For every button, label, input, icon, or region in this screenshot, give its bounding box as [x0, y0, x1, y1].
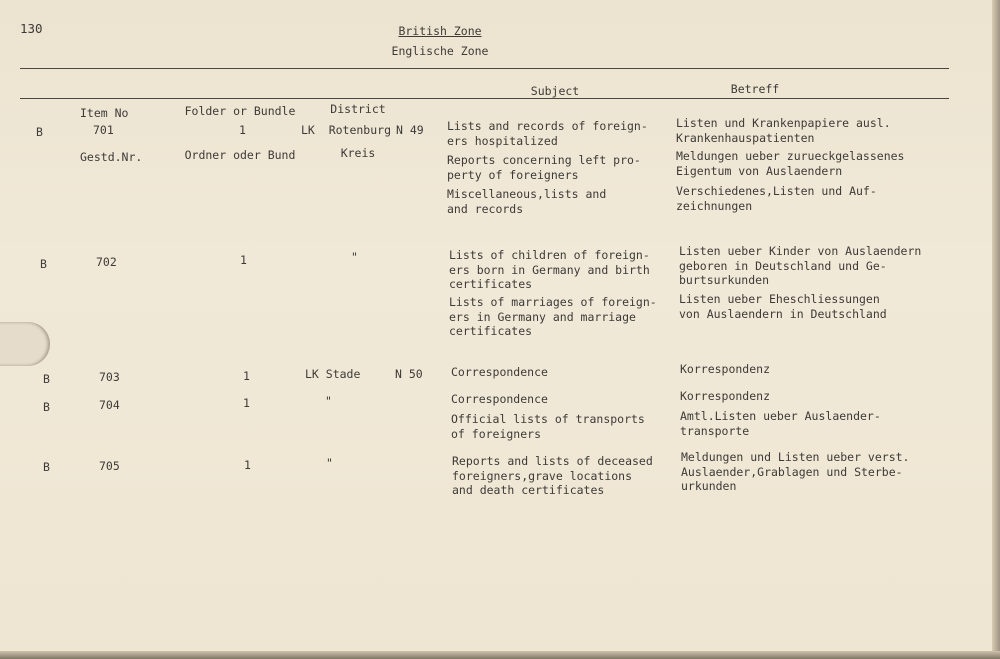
- row-705-subject-1: Reports and lists of deceased foreigners,grave locations and death certificates: [452, 454, 653, 497]
- row-702-item-no: 702: [96, 255, 117, 269]
- row-702-subject-1: Lists of children of foreign- ers born in Germany and birth certificates: [449, 248, 650, 291]
- column-header-district-line1: District: [330, 102, 386, 116]
- row-701-betreff-2: Meldungen ueber zurueckgelassenes Eigentum von Auslaendern: [676, 149, 905, 178]
- row-701-item-no: 701: [93, 123, 114, 137]
- row-704-series: B: [43, 400, 50, 414]
- row-701-betreff-1: Listen und Krankenpapiere ausl. Krankenhauspatienten: [676, 116, 891, 145]
- zone-title-german: Englische Zone: [391, 44, 489, 58]
- row-701-series: B: [36, 125, 43, 139]
- row-702-district: ": [351, 250, 358, 264]
- zone-title-english: British Zone: [398, 24, 482, 38]
- row-701-code: N 49: [396, 123, 424, 137]
- page-edge-bottom: [0, 651, 1000, 659]
- row-704-district: ": [325, 394, 332, 408]
- row-703-betreff-1: Korrespondenz: [680, 362, 771, 376]
- row-703-item-no: 703: [99, 370, 120, 384]
- row-701-folder: 1: [239, 123, 246, 137]
- page-edge-right: [992, 0, 1000, 659]
- column-header-folder-line1: Folder or Bundle: [184, 104, 296, 118]
- row-703-folder: 1: [243, 369, 250, 383]
- row-705-folder: 1: [244, 458, 251, 472]
- row-702-subject-2: Lists of marriages of foreign- ers in Germany and marriage certificates: [449, 295, 657, 338]
- row-703-code: N 50: [395, 367, 423, 381]
- column-header-betreff: Betreff: [730, 82, 780, 96]
- header-top-rule: [20, 68, 949, 69]
- row-702-betreff-2: Listen ueber Eheschliessungen von Auslaendern in Deutschland: [679, 292, 887, 321]
- row-704-betreff-1: Korrespondenz: [680, 389, 771, 403]
- row-703-district: LK Stade: [305, 367, 361, 381]
- row-704-folder: 1: [243, 396, 250, 410]
- row-701-betreff-3: Verschiedenes,Listen und Auf- zeichnungen: [676, 184, 877, 213]
- row-704-subject-2: Official lists of transports of foreigners: [451, 412, 645, 441]
- row-703-series: B: [43, 372, 50, 386]
- row-701-subject-2: Reports concerning left pro- perty of foreigners: [447, 153, 641, 182]
- row-705-district: ": [326, 456, 333, 470]
- row-701-district: LK Rotenburg: [301, 123, 392, 137]
- row-705-series: B: [43, 460, 50, 474]
- row-704-subject-1: Correspondence: [451, 392, 548, 406]
- column-header-subject: Subject: [530, 84, 580, 98]
- column-header-folder-line2: Ordner oder Bund: [184, 147, 296, 162]
- row-702-betreff-1: Listen ueber Kinder von Auslaendern geboren in Deutschland und Ge- burtsurkunden: [679, 244, 922, 287]
- page-number: 130: [20, 21, 43, 36]
- column-header-item-no-line1: Item No: [80, 106, 129, 120]
- row-705-item-no: 705: [99, 459, 120, 473]
- binder-punch-hole: [0, 322, 50, 366]
- row-704-betreff-2: Amtl.Listen ueber Auslaender- transporte: [680, 409, 881, 438]
- column-header-item-no: [80, 77, 150, 193]
- column-header-district-line2: Kreis: [340, 145, 376, 160]
- row-701-subject-1: Lists and records of foreign- ers hospitalized: [447, 119, 648, 148]
- row-701-subject-3: Miscellaneous,lists and and records: [447, 187, 607, 216]
- column-header-item-no-line2: Gestd.Nr.: [80, 149, 143, 164]
- row-703-subject-1: Correspondence: [451, 365, 548, 379]
- header-bottom-rule: [20, 98, 949, 99]
- row-705-betreff-1: Meldungen und Listen ueber verst. Auslaender,Grablagen und Sterbe- urkunden: [681, 450, 910, 493]
- row-702-folder: 1: [240, 253, 247, 267]
- row-704-item-no: 704: [99, 398, 120, 412]
- row-702-series: B: [40, 257, 47, 271]
